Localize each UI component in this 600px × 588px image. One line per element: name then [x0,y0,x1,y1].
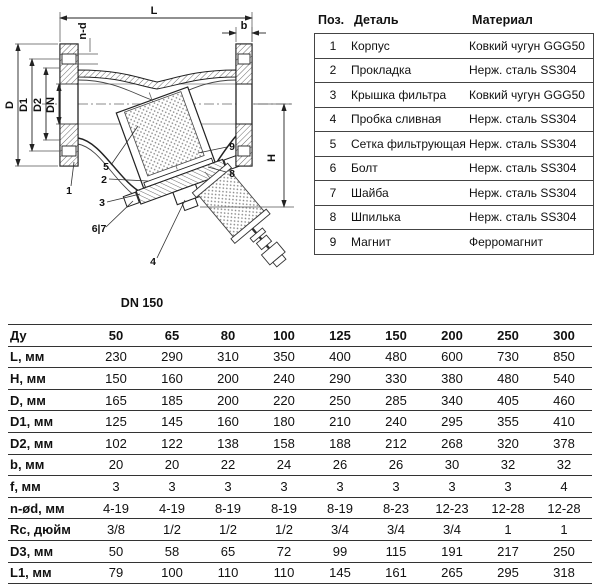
dims-value-cell: 26 [332,457,348,473]
dims-table-row [8,475,592,497]
dims-value-cell: 102 [105,435,127,451]
detail-cell: Магнит [351,234,392,249]
dims-value-cell: 355 [497,414,519,430]
material-cell: Нерж. сталь SS304 [469,185,577,200]
pos-cell: 7 [329,185,337,200]
dims-row-label: D2, мм [10,435,54,451]
dims-row-label: D1, мм [10,414,54,430]
bolt-hole [238,146,250,156]
dims-value-cell: 3 [168,478,176,494]
dims-value-cell: 1/2 [218,522,238,538]
pos-cell: 1 [329,38,337,53]
dims-table-row [8,540,592,562]
dims-value-cell: 285 [385,392,407,408]
dims-table-row [8,432,592,454]
dims-value-cell: 200 [217,370,239,386]
dims-value-cell: 3/4 [386,522,406,538]
dims-table-row [8,518,592,540]
dims-value-cell: 268 [441,435,463,451]
dims-row-label: Ду [10,327,27,343]
dims-value-cell: 65 [220,543,236,559]
dims-value-cell: 3 [224,478,232,494]
part-label-3: 3 [99,197,105,209]
dims-value-cell: 158 [273,435,295,451]
part-label-5: 5 [103,161,109,173]
bolt-hole [62,54,76,64]
dims-value-cell: 380 [441,370,463,386]
dims-value-cell: 3 [504,478,512,494]
dim-label-D2: D2 [32,97,44,113]
dims-row-label: D, мм [10,392,46,408]
dims-value-cell: 99 [332,543,348,559]
dims-value-cell: 12-28 [547,500,581,516]
dims-value-cell: 1/2 [274,522,294,538]
dims-value-cell: 730 [497,349,519,365]
parts-header-detail: Деталь [354,13,399,27]
dims-row-label: f, мм [10,478,41,494]
dims-value-cell: 32 [500,457,516,473]
dims-value-cell: 26 [388,457,404,473]
dims-value-cell: 850 [553,349,575,365]
part-label-1: 1 [66,185,72,197]
dims-value-cell: 460 [553,392,575,408]
dims-row-label: L, мм [10,349,45,365]
dims-value-cell: 32 [556,457,572,473]
dims-table-row [8,562,592,584]
left-flange [60,44,78,166]
dims-value-cell: 50 [108,327,124,343]
dims-row-label: b, мм [10,457,45,473]
detail-cell: Прокладка [351,63,412,78]
part-label-6-7: 6|7 [91,223,107,235]
dims-value-cell: 3 [112,478,120,494]
dims-value-cell: 22 [220,457,236,473]
part-label-4: 4 [150,256,156,268]
dims-value-cell: 1 [560,522,568,538]
dims-value-cell: 50 [108,543,124,559]
dims-value-cell: 3 [448,478,456,494]
parts-table-row [315,58,593,83]
detail-cell: Шайба [351,185,389,200]
dims-value-cell: 212 [385,435,407,451]
dims-value-cell: 185 [161,392,183,408]
dims-value-cell: 310 [217,349,239,365]
dims-row-label: D3, мм [10,543,54,559]
dims-value-cell: 265 [441,565,463,581]
dims-table-row [8,367,592,389]
dims-value-cell: 295 [497,565,519,581]
dims-value-cell: 100 [273,327,295,343]
dims-value-cell: 145 [329,565,351,581]
dims-value-cell: 8-19 [214,500,242,516]
dims-value-cell: 400 [329,349,351,365]
dims-value-cell: 24 [276,457,292,473]
dims-value-cell: 240 [273,370,295,386]
dim-label-b: b [240,20,248,32]
dims-value-cell: 8-19 [270,500,298,516]
dims-value-cell: 79 [108,565,124,581]
dims-value-cell: 161 [385,565,407,581]
part-label-2: 2 [101,174,107,186]
dims-value-cell: 480 [497,370,519,386]
dims-row-label: H, мм [10,370,46,386]
dims-value-cell: 250 [553,543,575,559]
dims-value-cell: 115 [385,543,407,559]
dims-value-cell: 4-19 [102,500,130,516]
dims-value-cell: 138 [217,435,239,451]
dims-value-cell: 191 [441,543,463,559]
dims-value-cell: 200 [217,392,239,408]
dims-value-cell: 1 [504,522,512,538]
material-cell: Нерж. сталь SS304 [469,112,577,127]
dim-label-DN: DN [45,97,57,113]
parts-header-material: Материал [472,13,533,27]
dims-value-cell: 65 [164,327,180,343]
dims-value-cell: 110 [217,565,239,581]
parts-header-pos: Поз. [318,13,345,27]
bolt-hole [238,54,250,64]
dims-value-cell: 230 [105,349,127,365]
dims-value-cell: 4 [560,478,568,494]
detail-cell: Шпилька [351,210,401,225]
dims-row-label: n-ød, мм [10,500,65,516]
dim-label-D1: D1 [18,97,30,113]
part-label-9: 9 [229,141,235,153]
dims-table-row [8,346,592,368]
dims-value-cell: 290 [161,349,183,365]
detail-cell: Крышка фильтра [351,87,447,102]
detail-cell: Корпус [351,38,390,53]
dims-value-cell: 4-19 [158,500,186,516]
dims-value-cell: 122 [161,435,183,451]
dims-value-cell: 378 [553,435,575,451]
pos-cell: 5 [329,136,337,151]
dims-value-cell: 110 [273,565,295,581]
dims-value-cell: 330 [385,370,407,386]
dim-label-n-d: n-d [77,22,89,40]
dims-value-cell: 8-23 [382,500,410,516]
drawing-caption: DN 150 [120,296,164,310]
dims-value-cell: 12-28 [491,500,525,516]
parts-table-row [315,229,593,254]
dims-table-row [8,410,592,432]
dims-value-cell: 100 [161,565,183,581]
material-cell: Ферромагнит [469,234,543,249]
dims-value-cell: 160 [161,370,183,386]
material-cell: Нерж. сталь SS304 [469,161,577,176]
dims-value-cell: 3/4 [442,522,462,538]
parts-table-row [315,82,593,107]
dim-label-D: D [4,101,16,109]
parts-table-rows [314,33,594,255]
dims-value-cell: 160 [217,414,239,430]
dims-value-cell: 217 [497,543,519,559]
dims-value-cell: 20 [108,457,124,473]
dims-value-cell: 3 [336,478,344,494]
dims-value-cell: 58 [164,543,180,559]
dims-table [8,324,592,584]
parts-table-row [315,180,593,205]
dims-value-cell: 295 [441,414,463,430]
dims-value-cell: 3/8 [106,522,126,538]
dims-value-cell: 125 [329,327,351,343]
material-cell: Нерж. сталь SS304 [469,210,577,225]
parts-table-row [315,205,593,230]
dims-value-cell: 3/4 [330,522,350,538]
dims-value-cell: 540 [553,370,575,386]
dims-value-cell: 240 [385,414,407,430]
dims-value-cell: 30 [444,457,460,473]
dims-value-cell: 250 [497,327,519,343]
dims-value-cell: 290 [329,370,351,386]
dims-value-cell: 125 [105,414,127,430]
parts-table-row [315,156,593,181]
detail-cell: Болт [351,161,378,176]
bolt-hole [62,146,76,156]
pos-cell: 9 [329,234,337,249]
material-cell: Ковкий чугун GGG50 [469,38,585,53]
dims-value-cell: 188 [329,435,351,451]
material-cell: Нерж. сталь SS304 [469,136,577,151]
dims-value-cell: 1/2 [162,522,182,538]
dims-value-cell: 340 [441,392,463,408]
dims-table-row [8,389,592,411]
part-label-8: 8 [229,168,235,180]
dims-value-cell: 480 [385,349,407,365]
material-cell: Нерж. сталь SS304 [469,63,577,78]
dims-value-cell: 410 [553,414,575,430]
dims-value-cell: 180 [273,414,295,430]
technical-drawing [2,0,312,318]
parts-table-header [314,13,594,33]
dims-value-cell: 600 [441,349,463,365]
detail-cell: Пробка сливная [351,112,442,127]
dims-value-cell: 350 [273,349,295,365]
dim-label-H: H [266,154,278,162]
dims-value-cell: 220 [273,392,295,408]
dims-value-cell: 3 [392,478,400,494]
parts-table [314,13,594,255]
dims-value-cell: 80 [220,327,236,343]
dims-row-label: L1, мм [10,565,52,581]
parts-table-row [315,34,593,58]
parts-table-row [315,107,593,132]
dims-value-cell: 150 [385,327,407,343]
pos-cell: 2 [329,63,337,78]
dims-table-row [8,454,592,476]
dim-label-L: L [150,5,158,17]
dims-row-label: Rc, дюйм [10,522,71,538]
detail-cell: Сетка фильтрующая [351,136,466,151]
dims-value-cell: 320 [497,435,519,451]
dims-value-cell: 165 [105,392,127,408]
pos-cell: 3 [329,87,337,102]
dims-value-cell: 318 [553,565,575,581]
dims-value-cell: 200 [441,327,463,343]
dims-value-cell: 72 [276,543,292,559]
material-cell: Ковкий чугун GGG50 [469,87,585,102]
dims-value-cell: 12-23 [435,500,469,516]
dims-value-cell: 405 [497,392,519,408]
dims-table-row [8,497,592,519]
dims-value-cell: 300 [553,327,575,343]
body-top-wall [78,70,236,89]
pos-cell: 6 [329,161,337,176]
pos-cell: 4 [329,112,337,127]
dims-value-cell: 8-19 [326,500,354,516]
dims-value-cell: 20 [164,457,180,473]
dims-value-cell: 3 [280,478,288,494]
dims-value-cell: 250 [329,392,351,408]
parts-table-row [315,131,593,156]
right-flange [236,44,252,166]
dims-value-cell: 210 [329,414,351,430]
pos-cell: 8 [329,210,337,225]
dims-value-cell: 145 [161,414,183,430]
dims-header-row [8,324,592,346]
dims-value-cell: 150 [105,370,127,386]
